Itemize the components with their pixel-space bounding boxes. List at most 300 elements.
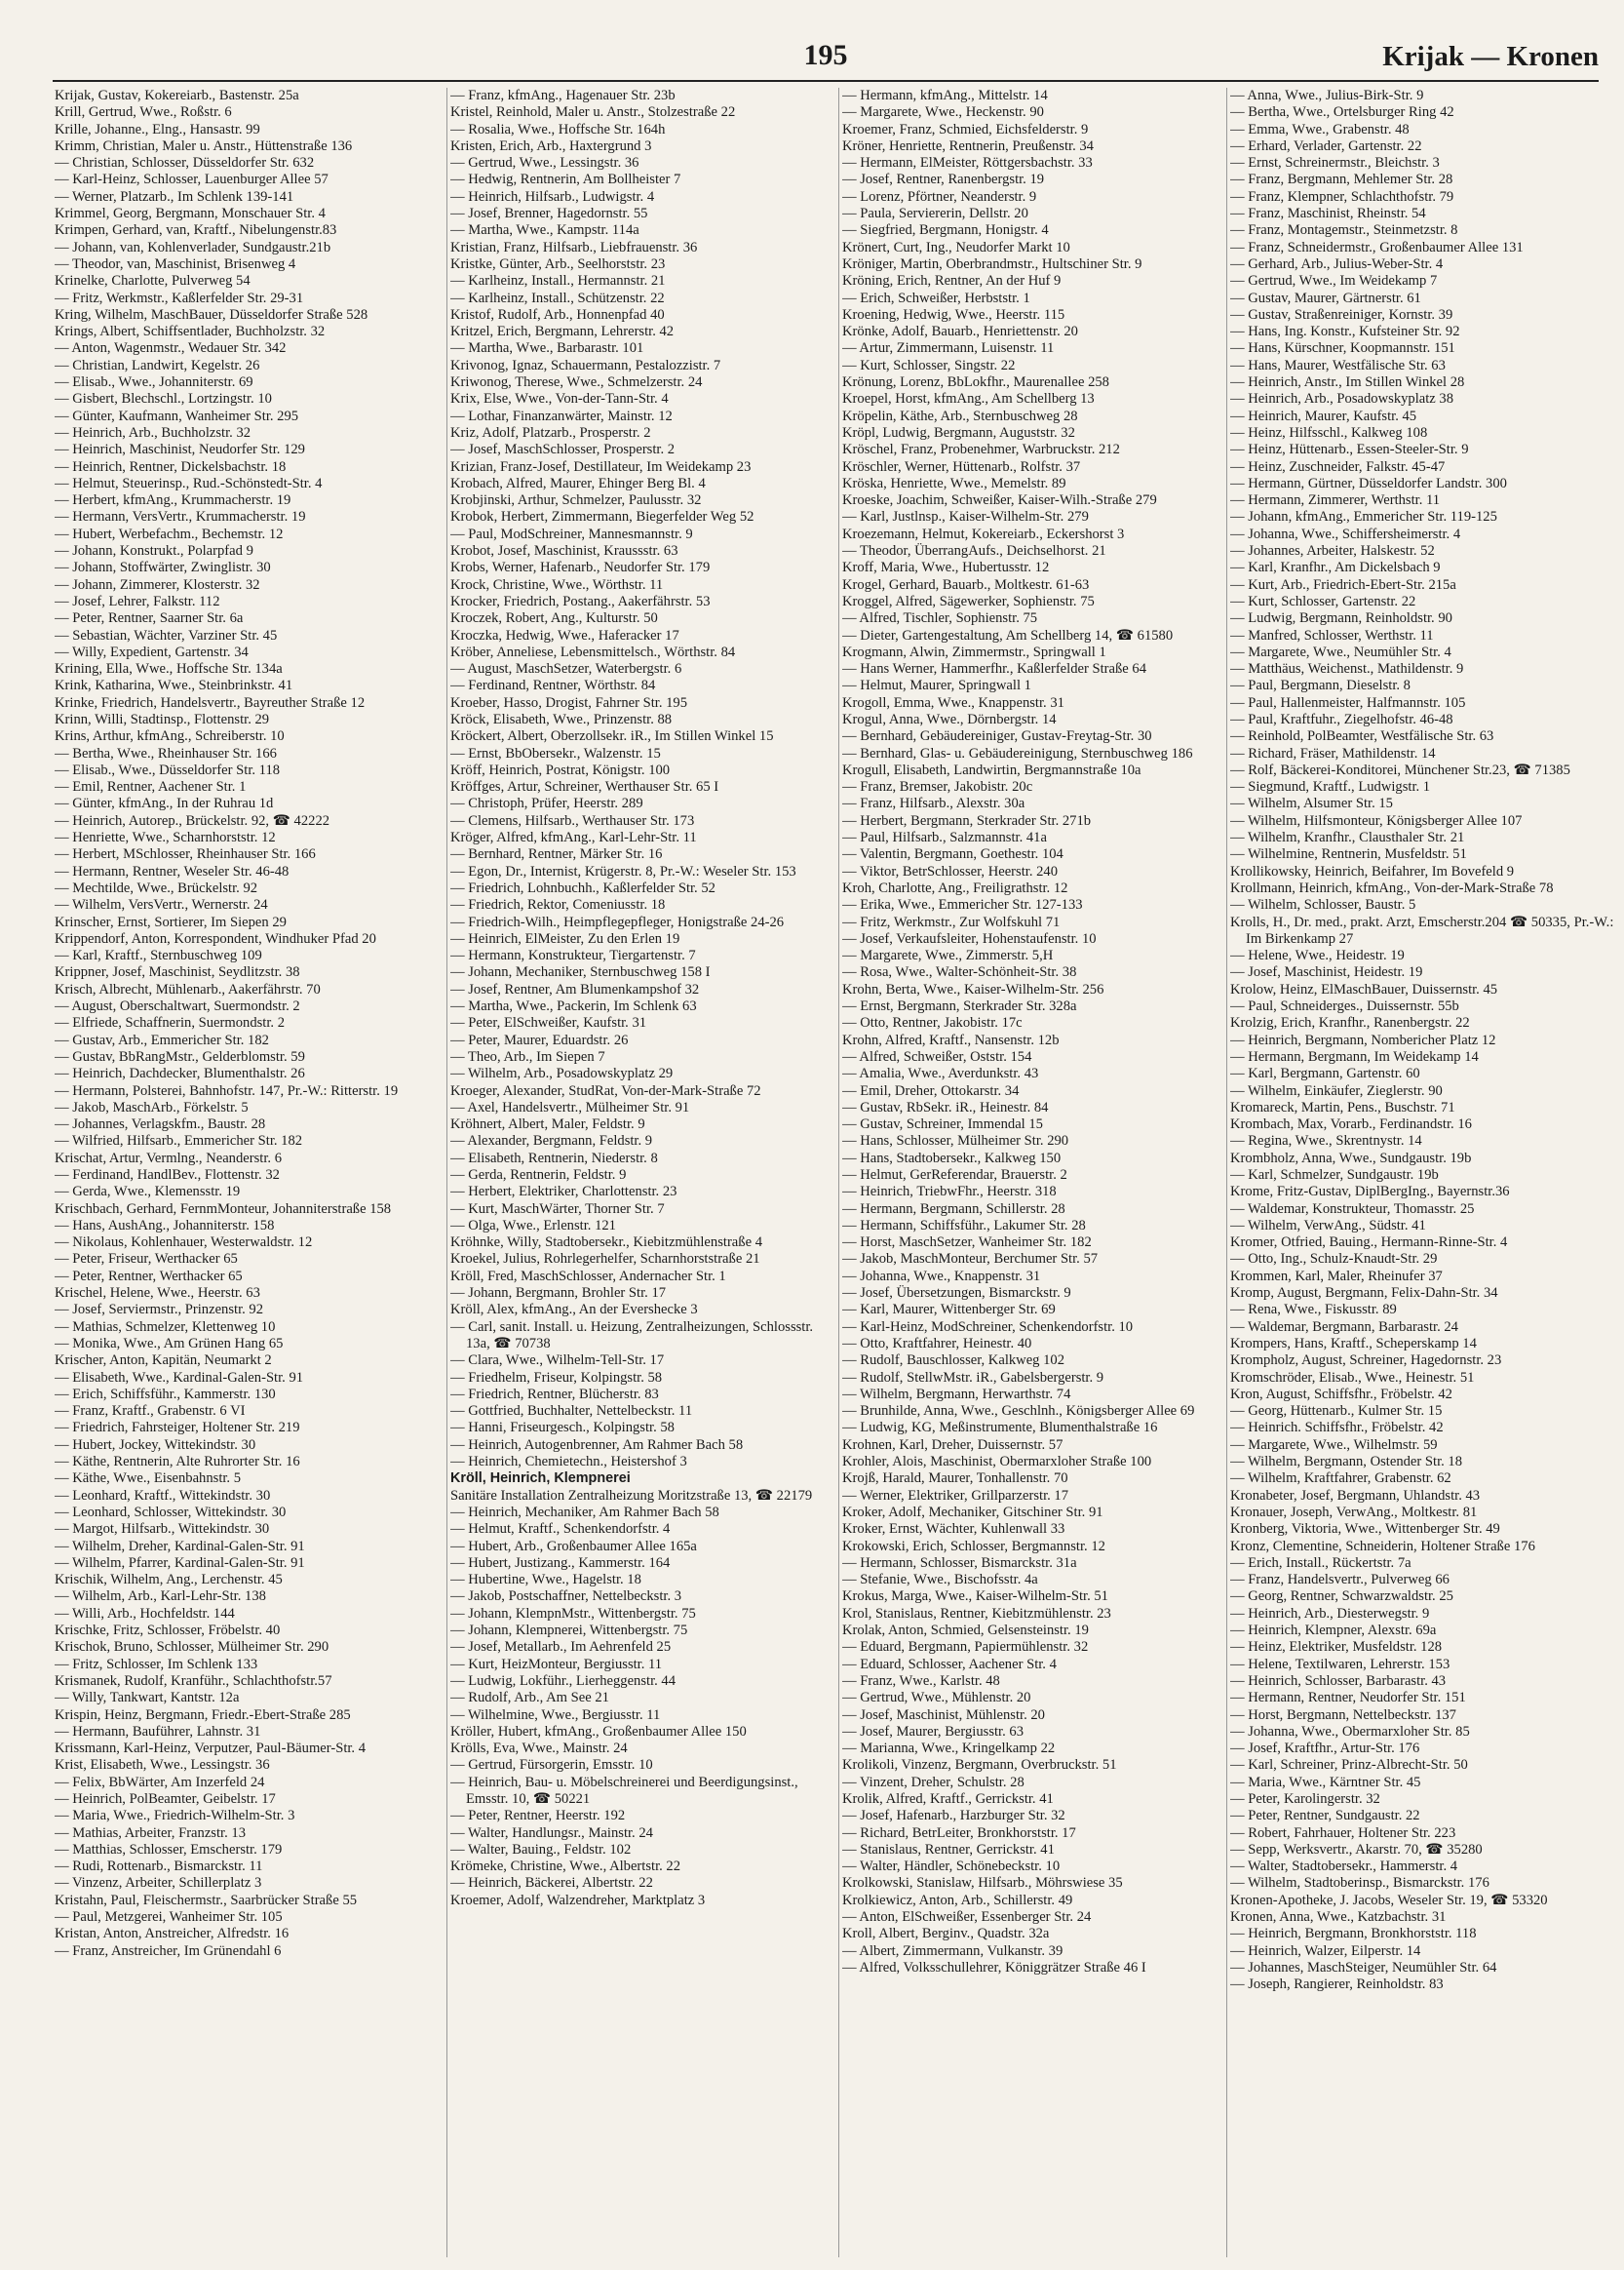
directory-entry: — Hubert, Justizang., Kammerstr. 164 [450, 1554, 671, 1571]
directory-entry: — Heinrich, Arb., Diesterwegstr. 9 [1230, 1605, 1430, 1622]
directory-entry: — Heinrich, Bäckerei, Albertstr. 22 [450, 1875, 653, 1892]
directory-entry: Kröska, Henriette, Wwe., Memelstr. 89 [842, 475, 1066, 491]
directory-entry: Kristian, Franz, Hilfsarb., Liebfrauenstr. 36 [450, 239, 698, 255]
directory-entry: — Friedrich, Lohnbuchh., Kaßlerfelder Str. 52 [450, 880, 715, 896]
directory-entry: Krogmann, Alwin, Zimmermstr., Springwall 1 [842, 644, 1106, 660]
directory-entry: — Jakob, Postschaffner, Nettelbeckstr. 3 [450, 1588, 682, 1605]
directory-entry: Kröff, Heinrich, Postrat, Königstr. 100 [450, 762, 671, 778]
directory-entry: — Franz, Kraftf., Grabenstr. 6 VI [55, 1403, 246, 1420]
directory-entry: — Hans Werner, Hammerfhr., Kaßlerfelder Straße 64 [842, 661, 1147, 678]
directory-entry: Kroll, Albert, Berginv., Quadstr. 32a [842, 1926, 1050, 1942]
directory-entry: — Ferdinand, Rentner, Wörthstr. 84 [450, 678, 656, 694]
directory-entry: — Hans, Maurer, Westfälische Str. 63 [1230, 357, 1446, 373]
directory-entry: Krink, Katharina, Wwe., Steinbrinkstr. 41 [55, 678, 293, 694]
directory-entry: Krille, Johanne., Elng., Hansastr. 99 [55, 121, 260, 137]
directory-entry: — Martha, Wwe., Packerin, Im Schlenk 63 [450, 998, 697, 1015]
directory-entry: — Peter, Friseur, Werthacker 65 [55, 1251, 238, 1268]
directory-entry: Krimpen, Gerhard, van, Kraftf., Nibelungenstr.83 [55, 222, 337, 239]
directory-entry: — Georg, Rentner, Schwarzwaldstr. 25 [1230, 1588, 1453, 1605]
directory-entry: — Ludwig, Bergmann, Reinholdstr. 90 [1230, 610, 1452, 627]
directory-entry: — Helmut, Steuerinsp., Rud.-Schönstedt-Str. 4 [55, 475, 323, 491]
directory-entry: — Bernhard, Rentner, Märker Str. 16 [450, 846, 663, 863]
directory-entry: — Gustav, Schreiner, Immendal 15 [842, 1116, 1043, 1133]
directory-entry: — Herbert, Bergmann, Sterkrader Str. 271b [842, 812, 1092, 829]
directory-entry: Krokowski, Erich, Schlosser, Bergmannstr. 12 [842, 1538, 1105, 1554]
directory-entry: — Sebastian, Wächter, Varziner Str. 45 [55, 627, 278, 644]
directory-entry: Krommen, Karl, Maler, Rheinufer 37 [1230, 1268, 1443, 1284]
directory-entry: Kröckert, Albert, Oberzollsekr. iR., Im Stillen Winkel 15 [450, 728, 774, 745]
directory-entry: Kroczek, Robert, Ang., Kulturstr. 50 [450, 610, 658, 627]
directory-entry: — Hanni, Friseurgesch., Kolpingstr. 58 [450, 1420, 675, 1436]
directory-entry: — Heinrich, Arb., Buchholzstr. 32 [55, 424, 251, 441]
directory-entry: — Gustav, Maurer, Gärtnerstr. 61 [1230, 290, 1421, 306]
directory-entry: — Felix, BbWärter, Am Inzerfeld 24 [55, 1774, 265, 1790]
directory-entry: Kroening, Hedwig, Wwe., Heerstr. 115 [842, 306, 1065, 323]
directory-entry: — Franz, Hilfsarb., Alexstr. 30a [842, 796, 1025, 812]
directory-entry: — Josef, Kraftfhr., Artur-Str. 176 [1230, 1741, 1420, 1757]
directory-entry: Krönke, Adolf, Bauarb., Henriettenstr. 20 [842, 324, 1078, 340]
directory-entry: — Alexander, Bergmann, Feldstr. 9 [450, 1133, 653, 1150]
directory-entry: — Willy, Tankwart, Kantstr. 12a [55, 1690, 240, 1706]
directory-entry: — Siegfried, Bergmann, Honigstr. 4 [842, 222, 1049, 239]
directory-entry: Krill, Gertrud, Wwe., Roßstr. 6 [55, 104, 232, 121]
directory-entry: — Sepp, Werksvertr., Akarstr. 70, ☎ 35280 [1230, 1841, 1483, 1858]
directory-entry: — Johann, Stoffwärter, Zwinglistr. 30 [55, 560, 271, 576]
directory-entry: — Peter, Maurer, Eduardstr. 26 [450, 1032, 629, 1048]
directory-entry: — Walter, Handlungsr., Mainstr. 24 [450, 1824, 653, 1841]
directory-entry: — Hubert, Werbefachm., Bechemstr. 12 [55, 526, 284, 542]
directory-entry: — Josef, Metallarb., Im Aehrenfeld 25 [450, 1639, 672, 1656]
directory-entry: — Josef, Übersetzungen, Bismarckstr. 9 [842, 1285, 1071, 1302]
directory-entry: — Hermann, Bergmann, Schillerstr. 28 [842, 1200, 1065, 1217]
directory-entry: — Karl, Maurer, Wittenberger Str. 69 [842, 1302, 1056, 1318]
directory-entry: — Karl-Heinz, Schlosser, Lauenburger Allee 57 [55, 172, 329, 188]
column-divider [838, 88, 839, 2257]
directory-entry: — Helmut, Maurer, Springwall 1 [842, 678, 1031, 694]
running-head: Krijak — Kronen [1382, 41, 1599, 72]
directory-entry: — Franz, Maschinist, Rheinstr. 54 [1230, 206, 1426, 222]
directory-entry: — Elisab., Wwe., Johanniterstr. 69 [55, 374, 253, 391]
directory-entry: Kroemer, Adolf, Walzendreher, Marktplatz 3 [450, 1892, 706, 1908]
directory-entry: — Franz, kfmAng., Hagenauer Str. 23b [450, 88, 676, 103]
directory-entry: Krolak, Anton, Schmied, Gelsensteinstr. 19 [842, 1623, 1089, 1639]
directory-entry: — Heinrich, Mechaniker, Am Rahmer Bach 58 [450, 1504, 719, 1520]
directory-entry: — Hubert, Arb., Großenbaumer Allee 165a [450, 1538, 697, 1554]
directory-entry: Krolkowski, Stanislaw, Hilfsarb., Möhrswiese 35 [842, 1875, 1123, 1892]
directory-entry: — Margarete, Wwe., Heckenstr. 90 [842, 104, 1044, 121]
directory-entry: — Nikolaus, Kohlenhauer, Westerwaldstr. 12 [55, 1234, 313, 1251]
directory-entry: — Hermann, Gürtner, Düsseldorfer Landstr. 300 [1230, 475, 1507, 491]
directory-entry: — Emil, Rentner, Aachener Str. 1 [55, 779, 247, 796]
directory-entry: — Friedrich, Rentner, Blücherstr. 83 [450, 1386, 659, 1402]
directory-entry: — Walter, Händler, Schönebeckstr. 10 [842, 1859, 1061, 1875]
directory-entry: — Horst, Bergmann, Nettelbeckstr. 137 [1230, 1706, 1456, 1723]
directory-entry: — Elisab., Wwe., Düsseldorfer Str. 118 [55, 762, 281, 778]
directory-entry: — Stanislaus, Rentner, Gerrickstr. 41 [842, 1841, 1055, 1858]
directory-entry: — Henriette, Wwe., Scharnhorststr. 12 [55, 830, 276, 846]
directory-entry: Krolow, Heinz, ElMaschBauer, Duissernstr. 45 [1230, 981, 1498, 998]
directory-entry: — Alfred, Volksschullehrer, Königgrätzer Straße 46 I [842, 1959, 1146, 1976]
directory-entry: Krobs, Werner, Hafenarb., Neudorfer Str. 179 [450, 560, 711, 576]
directory-entry: — Herbert, MSchlosser, Rheinhauser Str. 166 [55, 846, 316, 863]
directory-entry: — Leonhard, Schlosser, Wittekindstr. 30 [55, 1504, 287, 1520]
directory-entry: Kröhnke, Willy, Stadtobersekr., Kiebitzmühlenstraße 4 [450, 1234, 762, 1251]
directory-entry: — Emma, Wwe., Grabenstr. 48 [1230, 121, 1410, 137]
directory-entry: — Gustav, Arb., Emmericher Str. 182 [55, 1032, 269, 1048]
directory-entry: Kroeger, Alexander, StudRat, Von-der-Mark-Straße 72 [450, 1082, 761, 1099]
header-rule [53, 80, 1599, 82]
directory-entry: — Gustav, RbSekr. iR., Heinestr. 84 [842, 1099, 1049, 1115]
directory-entry: Krins, Arthur, kfmAng., Schreiberstr. 10 [55, 728, 285, 745]
directory-entry: — Richard, Fräser, Mathildenstr. 14 [1230, 745, 1436, 762]
directory-entry: — Helene, Wwe., Heidestr. 19 [1230, 948, 1405, 964]
directory-entry: Kröller, Hubert, kfmAng., Großenbaumer Allee 150 [450, 1723, 747, 1740]
directory-entry: Krompers, Hans, Kraftf., Scheperskamp 14 [1230, 1335, 1477, 1351]
directory-entry: — Hermann, Bauführer, Lahnstr. 31 [55, 1723, 261, 1740]
directory-entry: Krohler, Alois, Maschinist, Obermarxloher Straße 100 [842, 1454, 1152, 1470]
directory-entry: — Johann, Konstrukt., Polarpfad 9 [55, 543, 253, 560]
directory-entry: Krömeke, Christine, Wwe., Albertstr. 22 [450, 1859, 681, 1875]
directory-entry: — Heinrich, Arb., Posadowskyplatz 38 [1230, 391, 1454, 408]
directory-entry: — Franz, Anstreicher, Im Grünendahl 6 [55, 1942, 282, 1959]
directory-entry: — Fritz, Werkmstr., Kaßlerfelder Str. 29-31 [55, 290, 304, 306]
directory-entry: Krombach, Max, Vorarb., Ferdinandstr. 16 [1230, 1116, 1472, 1133]
directory-entry: Krischok, Bruno, Schlosser, Mülheimer Str. 290 [55, 1639, 329, 1656]
directory-entry: Kristahn, Paul, Fleischermstr., Saarbrücker Straße 55 [55, 1892, 358, 1908]
directory-entry: Kring, Wilhelm, MaschBauer, Düsseldorfer Straße 528 [55, 306, 368, 323]
directory-entry: — Erich, Schweißer, Herbststr. 1 [842, 290, 1030, 306]
directory-entry: — Kurt, Schlosser, Gartenstr. 22 [1230, 593, 1416, 609]
directory-entry: — Karlheinz, Install., Schützenstr. 22 [450, 290, 665, 306]
directory-entry: — Heinrich, Bergmann, Bronkhorststr. 118 [1230, 1926, 1477, 1942]
directory-entry: — Hans, Ing. Konstr., Kufsteiner Str. 92 [1230, 324, 1460, 340]
directory-entry: Krismanek, Rudolf, Kranführ., Schlachthofstr.57 [55, 1672, 332, 1689]
directory-entry: — Reinhold, PolBeamter, Westfälische Str. 63 [1230, 728, 1494, 745]
page-number: 195 [803, 39, 848, 71]
directory-entry: — Franz, Schneidermstr., Großenbaumer Allee 131 [1230, 239, 1524, 255]
directory-entry: — Wilhelm, Alsumer Str. 15 [1230, 796, 1393, 812]
directory-entry: — Otto, Rentner, Jakobistr. 17c [842, 1015, 1023, 1032]
directory-entry: Sanitäre Installation Zentralheizung Moritzstraße 13, ☎ 22179 [450, 1487, 813, 1504]
directory-entry: — Werner, Elektriker, Grillparzerstr. 17 [842, 1487, 1069, 1504]
directory-entry: Kromp, August, Bergmann, Felix-Dahn-Str. 34 [1230, 1285, 1498, 1302]
directory-entry: — Martha, Wwe., Barbarastr. 101 [450, 340, 644, 357]
directory-entry: Krischbach, Gerhard, FernmMonteur, Johanniterstraße 158 [55, 1200, 392, 1217]
directory-entry: — Wilhelm, Bergmann, Herwarthstr. 74 [842, 1386, 1071, 1402]
directory-entry: — Albert, Zimmermann, Vulkanstr. 39 [842, 1942, 1063, 1959]
directory-entry: — Lorenz, Pförtner, Neanderstr. 9 [842, 188, 1037, 205]
directory-entry: Krol, Stanislaus, Rentner, Kiebitzmühlenstr. 23 [842, 1605, 1111, 1622]
directory-entry: — Josef, Rentner, Am Blumenkampshof 32 [450, 981, 700, 998]
directory-entry: — Helmut, GerReferendar, Brauerstr. 2 [842, 1167, 1067, 1183]
directory-entry: — Anton, ElSchweißer, Essenberger Str. 24 [842, 1909, 1092, 1926]
directory-entry: — Bertha, Wwe., Ortelsburger Ring 42 [1230, 104, 1454, 121]
directory-entry: Kroepel, Horst, kfmAng., Am Schellberg 13 [842, 391, 1095, 408]
directory-entry: — Peter, ElSchweißer, Kaufstr. 31 [450, 1015, 647, 1032]
directory-entry: Kröschel, Franz, Probenehmer, Warbruckstr. 212 [842, 442, 1120, 458]
directory-entry: — Matthias, Schlosser, Emscherstr. 179 [55, 1841, 283, 1858]
directory-entry: — Rosalia, Wwe., Hoffsche Str. 164h [450, 121, 666, 137]
directory-entry: Kron, August, Schiffsfhr., Fröbelstr. 42 [1230, 1386, 1452, 1402]
directory-entry: — Wilhelm, Arb., Karl-Lehr-Str. 138 [55, 1588, 266, 1605]
directory-entry: Krolkiewicz, Anton, Arb., Schillerstr. 49 [842, 1892, 1073, 1908]
directory-entry: — Willi, Arb., Hochfeldstr. 144 [55, 1605, 235, 1622]
directory-entry: — Hermann, Rentner, Neudorfer Str. 151 [1230, 1690, 1466, 1706]
directory-entry: — Willy, Expedient, Gartenstr. 34 [55, 644, 249, 660]
directory-entry: — Paula, Serviererin, Dellstr. 20 [842, 206, 1028, 222]
directory-entry: — Hermann, Rentner, Weseler Str. 46-48 [55, 863, 290, 880]
directory-entry: — Lothar, Finanzanwärter, Mainstr. 12 [450, 408, 673, 424]
directory-entry: Krinn, Willi, Stadtinsp., Flottenstr. 29 [55, 711, 270, 727]
directory-entry: — Karl, Kranfhr., Am Dickelsbach 9 [1230, 560, 1441, 576]
directory-entry: — Josef, Verkaufsleiter, Hohenstaufenstr. 10 [842, 930, 1097, 947]
directory-entry: — Josef, MaschSchlosser, Prosperstr. 2 [450, 442, 676, 458]
directory-entry: — Karl-Heinz, ModSchreiner, Schenkendorfstr. 10 [842, 1318, 1134, 1335]
directory-entry: Kröhnert, Albert, Maler, Feldstr. 9 [450, 1116, 645, 1133]
directory-entry: — Bernhard, Gebäudereiniger, Gustav-Freytag-Str. 30 [842, 728, 1152, 745]
directory-entry: — Hans, Stadtobersekr., Kalkweg 150 [842, 1150, 1062, 1166]
directory-entry: — Heinrich, Chemietechn., Heistershof 3 [450, 1454, 687, 1470]
directory-entry: — Ferdinand, HandlBev., Flottenstr. 32 [55, 1167, 280, 1183]
directory-entry: Kronabeter, Josef, Bergmann, Uhlandstr. 43 [1230, 1487, 1481, 1504]
directory-entry: — Monika, Wwe., Am Grünen Hang 65 [55, 1335, 284, 1351]
directory-entry: — Franz, Handelsvertr., Pulverweg 66 [1230, 1572, 1450, 1588]
directory-entry: — Joseph, Rangierer, Reinholdstr. 83 [1230, 1976, 1444, 1993]
directory-entry: — Wilhelm, VersVertr., Wernerstr. 24 [55, 897, 268, 914]
directory-entry: — Wilfried, Hilfsarb., Emmericher Str. 182 [55, 1133, 303, 1150]
directory-entry: — Maria, Wwe., Kärntner Str. 45 [1230, 1774, 1421, 1790]
directory-entry: — Manfred, Schlosser, Werthstr. 11 [1230, 627, 1434, 644]
directory-entry: — Rudi, Rottenarb., Bismarckstr. 11 [55, 1859, 263, 1875]
directory-entry: Krischer, Anton, Kapitän, Neumarkt 2 [55, 1352, 272, 1369]
directory-entry: — Heinrich, PolBeamter, Geibelstr. 17 [55, 1790, 276, 1807]
directory-entry: — Christoph, Prüfer, Heerstr. 289 [450, 796, 643, 812]
directory-entry: Krolik, Alfred, Kraftf., Gerrickstr. 41 [842, 1790, 1054, 1807]
directory-entry: Krippner, Josef, Maschinist, Seydlitzstr. 38 [55, 964, 300, 981]
directory-entry: — Friedrich-Wilh., Heimpflegepfleger, Honigstraße 24-26 [450, 914, 785, 930]
directory-entry: — Gustav, Straßenreiniger, Kornstr. 39 [1230, 306, 1453, 323]
directory-entry: — Johannes, MaschSteiger, Neumühler Str. 64 [1230, 1959, 1497, 1976]
directory-entry: — Wilhelm, Stadtoberinsp., Bismarckstr. 176 [1230, 1875, 1489, 1892]
directory-entry: Krolzig, Erich, Kranfhr., Ranenbergstr. 22 [1230, 1015, 1470, 1032]
directory-entry: — Wilhelm, Kranfhr., Clausthaler Str. 21 [1230, 830, 1465, 846]
directory-entry: — Otto, Kraftfahrer, Heinestr. 40 [842, 1335, 1032, 1351]
directory-entry: Kröffges, Artur, Schreiner, Werthauser Str. 65 I [450, 779, 719, 796]
directory-entry: Krompholz, August, Schreiner, Hagedornstr. 23 [1230, 1352, 1502, 1369]
directory-entry: — Hermann, Konstrukteur, Tiergartenstr. 7 [450, 948, 696, 964]
directory-entry: Krolls, H., Dr. med., prakt. Arzt, Emscherstr.204 ☎ 50335, Pr.-W.: Im Birkenkamp 27 [1230, 914, 1614, 947]
directory-entry: — Heinrich, Anstr., Im Stillen Winkel 28 [1230, 374, 1465, 391]
directory-entry: Kroeske, Joachim, Schweißer, Kaiser-Wilh.-Straße 279 [842, 492, 1157, 509]
directory-entry: — Gottfried, Buchhalter, Nettelbeckstr. 11 [450, 1403, 693, 1420]
directory-entry: — Erika, Wwe., Emmericher Str. 127-133 [842, 897, 1083, 914]
directory-entry: — Paul, Hilfsarb., Salzmannstr. 41a [842, 830, 1047, 846]
directory-entry: — Elfriede, Schaffnerin, Suermondstr. 2 [55, 1015, 286, 1032]
directory-entry: — Heinrich, Bergmann, Nombericher Platz 12 [1230, 1032, 1496, 1048]
directory-entry: Kriwonog, Therese, Wwe., Schmelzerstr. 24 [450, 374, 703, 391]
directory-entry: — Karl, Kraftf., Sternbuschweg 109 [55, 948, 262, 964]
directory-entry: — Johannes, Verlagskfm., Baustr. 28 [55, 1116, 266, 1133]
directory-entry: — Axel, Handelsvertr., Mülheimer Str. 91 [450, 1099, 690, 1115]
directory-entry: — Johann, Mechaniker, Sternbuschweg 158 I [450, 964, 711, 981]
directory-entry: — Viktor, BetrSchlosser, Heerstr. 240 [842, 863, 1059, 880]
directory-entry: Kroff, Maria, Wwe., Hubertusstr. 12 [842, 560, 1050, 576]
directory-entry: — August, Oberschaltwart, Suermondstr. 2 [55, 998, 300, 1015]
directory-entry: — Hermann, ElMeister, Röttgersbachstr. 33 [842, 155, 1093, 172]
directory-entry: — Walter, Bauing., Feldstr. 102 [450, 1841, 632, 1858]
directory-entry: — Franz, Klempner, Schlachthofstr. 79 [1230, 188, 1454, 205]
directory-entry: — Carl, sanit. Install. u. Heizung, Zentralheizungen, Schlossstr. 13a, ☎ 70738 [450, 1318, 814, 1351]
directory-entry: Kroker, Adolf, Mechaniker, Gitschiner Str. 91 [842, 1504, 1103, 1520]
directory-entry: Krischke, Fritz, Schlosser, Fröbelstr. 40 [55, 1623, 281, 1639]
directory-entry: — Paul, Metzgerei, Wanheimer Str. 105 [55, 1909, 283, 1926]
directory-entry: — Franz, Wwe., Karlstr. 48 [842, 1672, 1000, 1689]
directory-entry: — Wilhelm, Bergmann, Ostender Str. 18 [1230, 1454, 1463, 1470]
directory-entry: — Heinrich, Schlosser, Barbarastr. 43 [1230, 1672, 1447, 1689]
directory-entry: — Margarete, Wwe., Neumühler Str. 4 [1230, 644, 1451, 660]
directory-entry: Kromer, Otfried, Bauing., Hermann-Rinne-Str. 4 [1230, 1234, 1508, 1251]
directory-entry: — Rosa, Wwe., Walter-Schönheit-Str. 38 [842, 964, 1077, 981]
directory-entry: — Josef, Maurer, Bergiusstr. 63 [842, 1723, 1025, 1740]
directory-entry: — Christian, Landwirt, Kegelstr. 26 [55, 357, 260, 373]
directory-entry: — Peter, Rentner, Saarner Str. 6a [55, 610, 244, 627]
directory-entry: Krimmel, Georg, Bergmann, Monschauer Str. 4 [55, 206, 326, 222]
directory-entry: — Vinzenz, Arbeiter, Schillerplatz 3 [55, 1875, 262, 1892]
directory-entry: Krings, Albert, Schiffsentlader, Buchholzstr. 32 [55, 324, 326, 340]
directory-entry: — Bernhard, Glas- u. Gebäudereinigung, Sternbuschweg 186 [842, 745, 1193, 762]
directory-entry: Kröck, Elisabeth, Wwe., Prinzenstr. 88 [450, 711, 673, 727]
directory-entry: Kroeber, Hasso, Drogist, Fahrner Str. 195 [450, 694, 688, 711]
directory-entry: — Wilhelm, Einkäufer, Zieglerstr. 90 [1230, 1082, 1443, 1099]
directory-entry: — Matthäus, Weichenst., Mathildenstr. 9 [1230, 661, 1464, 678]
directory-entry: Krombholz, Anna, Wwe., Sundgaustr. 19b [1230, 1150, 1472, 1166]
directory-entry: — Johann, Bergmann, Brohler Str. 17 [450, 1285, 667, 1302]
directory-entry: — Maria, Wwe., Friedrich-Wilhelm-Str. 3 [55, 1808, 295, 1824]
column-2 [450, 88, 838, 2257]
directory-entry: — Werner, Platzarb., Im Schlenk 139-141 [55, 188, 294, 205]
directory-entry: — Heinrich, Autorep., Brückelstr. 92, ☎ 42222 [55, 812, 330, 829]
directory-entry: Krivonog, Ignaz, Schauermann, Pestalozzistr. 7 [450, 357, 721, 373]
directory-entry: — Rolf, Bäckerei-Konditorei, Münchener Str.23, ☎ 71385 [1230, 762, 1570, 778]
directory-entry: — Karl, Bergmann, Gartenstr. 60 [1230, 1066, 1420, 1082]
directory-entry: Krock, Christine, Wwe., Wörthstr. 11 [450, 576, 664, 593]
directory-entry: Krönert, Curt, Ing., Neudorfer Markt 10 [842, 239, 1070, 255]
directory-entry: — Johannes, Arbeiter, Halskestr. 52 [1230, 543, 1435, 560]
directory-entry: — Johann, Zimmerer, Klosterstr. 32 [55, 576, 260, 593]
directory-entry: — Heinrich, Maschinist, Neudorfer Str. 129 [55, 442, 305, 458]
directory-entry: Kroczka, Hedwig, Wwe., Haferacker 17 [450, 627, 679, 644]
directory-entry: — Rena, Wwe., Fiskusstr. 89 [1230, 1302, 1397, 1318]
directory-entry: — Dieter, Gartengestaltung, Am Schellberg 14, ☎ 61580 [842, 627, 1174, 644]
directory-entry: — Hans, Kürschner, Koopmannstr. 151 [1230, 340, 1455, 357]
directory-entry: — Hans, Schlosser, Mülheimer Str. 290 [842, 1133, 1069, 1150]
directory-entry: — Heinrich, Bau- u. Möbelschreinerei und Beerdigungsinst., Emsstr. 10, ☎ 50221 [450, 1774, 798, 1807]
directory-entry: — Egon, Dr., Internist, Krügerstr. 8, Pr.-W.: Weseler Str. 153 [450, 863, 796, 880]
directory-entry: Kristel, Reinhold, Maler u. Anstr., Stolzestraße 22 [450, 104, 736, 121]
directory-entry: Krocker, Friedrich, Postang., Aakerfährstr. 53 [450, 593, 711, 609]
directory-entry: — Günter, Kaufmann, Wanheimer Str. 295 [55, 408, 299, 424]
directory-entry: — Josef, Serviermstr., Prinzenstr. 92 [55, 1302, 264, 1318]
directory-entry: — Wilhelm, Pfarrer, Kardinal-Galen-Str. 91 [55, 1554, 305, 1571]
directory-entry: Kroekel, Julius, Rohrlegerhelfer, Scharnhorststraße 21 [450, 1251, 760, 1268]
page-header [53, 39, 1599, 82]
directory-entry: — Heinrich. Schiffsfhr., Fröbelstr. 42 [1230, 1420, 1444, 1436]
directory-entry: — Wilhelmine, Wwe., Bergiusstr. 11 [450, 1706, 661, 1723]
directory-entry: — Wilhelm, Arb., Posadowskyplatz 29 [450, 1066, 674, 1082]
directory-entry: — Paul, ModSchreiner, Mannesmannstr. 9 [450, 526, 693, 542]
directory-entry: — Robert, Fahrhauer, Holtener Str. 223 [1230, 1824, 1456, 1841]
directory-entry: — Wilhelm, Kraftfahrer, Grabenstr. 62 [1230, 1470, 1451, 1487]
directory-entry: — Wilhelm, Hilfsmonteur, Königsberger Allee 107 [1230, 812, 1523, 829]
directory-entry: Kröning, Erich, Rentner, An der Huf 9 [842, 273, 1062, 290]
directory-entry: Krinscher, Ernst, Sortierer, Im Siepen 29 [55, 914, 287, 930]
directory-entry: Kriz, Adolf, Platzarb., Prosperstr. 2 [450, 424, 651, 441]
directory-entry: — Hermann, Schiffsführ., Lakumer Str. 28 [842, 1217, 1086, 1233]
directory-entry: — Margot, Hilfsarb., Wittekindstr. 30 [55, 1521, 270, 1538]
directory-entry: — Emil, Dreher, Ottokarstr. 34 [842, 1082, 1020, 1099]
directory-entry: Krizian, Franz-Josef, Destillateur, Im Weidekamp 23 [450, 458, 752, 475]
directory-entry: Kröger, Alfred, kfmAng., Karl-Lehr-Str. 11 [450, 830, 697, 846]
directory-entry: — Ernst, BbObersekr., Walzenstr. 15 [450, 745, 661, 762]
directory-entry: — Hermann, kfmAng., Mittelstr. 14 [842, 88, 1048, 103]
directory-entry: — Heinz, Hilfsschl., Kalkweg 108 [1230, 424, 1428, 441]
directory-entry: Krischel, Helene, Wwe., Heerstr. 63 [55, 1285, 260, 1302]
directory-entry: — Margarete, Wwe., Wilhelmstr. 59 [1230, 1436, 1438, 1453]
directory-entry: — Käthe, Rentnerin, Alte Ruhrorter Str. 16 [55, 1454, 300, 1470]
directory-entry: Krohn, Berta, Wwe., Kaiser-Wilhelm-Str. 256 [842, 981, 1104, 998]
directory-entry: — Hermann, Schlosser, Bismarckstr. 31a [842, 1554, 1077, 1571]
directory-entry: Krobot, Josef, Maschinist, Kraussstr. 63 [450, 543, 678, 560]
directory-entry: Krinke, Friedrich, Handelsvertr., Bayreuther Straße 12 [55, 694, 366, 711]
directory-entry: Krollmann, Heinrich, kfmAng., Von-der-Mark-Straße 78 [1230, 880, 1554, 896]
directory-entry: — Hedwig, Rentnerin, Am Bollheister 7 [450, 172, 681, 188]
directory-entry: — Hubertine, Wwe., Hagelstr. 18 [450, 1572, 641, 1588]
directory-entry: — Paul, Bergmann, Dieselstr. 8 [1230, 678, 1411, 694]
directory-entry: — Franz, Montagemstr., Steinmetzstr. 8 [1230, 222, 1458, 239]
directory-entry: Krogel, Gerhard, Bauarb., Moltkestr. 61-63 [842, 576, 1090, 593]
directory-entry: — Heinrich, Maurer, Kaufstr. 45 [1230, 408, 1417, 424]
directory-entry: — Wilhelm, Dreher, Kardinal-Galen-Str. 91 [55, 1538, 305, 1554]
directory-entry: — Rudolf, StellwMstr. iR., Gabelsbergerstr. 9 [842, 1369, 1104, 1386]
directory-entry: — Theodor, van, Maschinist, Brisenweg 4 [55, 255, 296, 272]
directory-entry: — Günter, kfmAng., In der Ruhrau 1d [55, 796, 274, 812]
directory-entry: — Fritz, Schlosser, Im Schlenk 133 [55, 1656, 258, 1672]
directory-entry: — Paul, Schneiderges., Duissernstr. 55b [1230, 998, 1459, 1015]
directory-entry: — Kurt, MaschWärter, Thorner Str. 7 [450, 1200, 665, 1217]
directory-entry: Krölls, Eva, Wwe., Mainstr. 24 [450, 1741, 628, 1757]
directory-entry: Krining, Ella, Wwe., Hoffsche Str. 134a [55, 661, 283, 678]
directory-entry: Kritzel, Erich, Bergmann, Lehrerstr. 42 [450, 324, 675, 340]
directory-entry: Kristof, Rudolf, Arb., Honnenpfad 40 [450, 306, 665, 323]
directory-entry: Kronz, Clementine, Schneiderin, Holtener Straße 176 [1230, 1538, 1535, 1554]
directory-entry: Krissmann, Karl-Heinz, Verputzer, Paul-Bäumer-Str. 4 [55, 1741, 367, 1757]
directory-entry: Krinelke, Charlotte, Pulverweg 54 [55, 273, 251, 290]
directory-entry: — Johanna, Wwe., Schiffersheimerstr. 4 [1230, 526, 1461, 542]
directory-entry: — Valentin, Bergmann, Goethestr. 104 [842, 846, 1063, 863]
directory-entry: — Johann, kfmAng., Emmericher Str. 119-125 [1230, 509, 1497, 526]
directory-entry: — Jakob, MaschArb., Förkelstr. 5 [55, 1099, 249, 1115]
directory-entry: Kröner, Henriette, Rentnerin, Preußenstr. 34 [842, 137, 1094, 154]
directory-entry: Kronen-Apotheke, J. Jacobs, Weseler Str. 19, ☎ 53320 [1230, 1892, 1548, 1908]
directory-entry: — Anna, Wwe., Julius-Birk-Str. 9 [1230, 88, 1424, 103]
directory-entry: Krollikowsky, Heinrich, Beifahrer, Im Bovefeld 9 [1230, 863, 1515, 880]
directory-entry: — Heinrich, Klempner, Alexstr. 69a [1230, 1623, 1437, 1639]
directory-entry: Krist, Elisabeth, Wwe., Lessingstr. 36 [55, 1757, 270, 1774]
directory-entry: — Clara, Wwe., Wilhelm-Tell-Str. 17 [450, 1352, 665, 1369]
directory-entry: — Brunhilde, Anna, Wwe., Geschlnh., Königsberger Allee 69 [842, 1403, 1195, 1420]
directory-entry: — Eduard, Bergmann, Papiermühlenstr. 32 [842, 1639, 1089, 1656]
directory-entry: — Gertrud, Wwe., Lessingstr. 36 [450, 155, 639, 172]
